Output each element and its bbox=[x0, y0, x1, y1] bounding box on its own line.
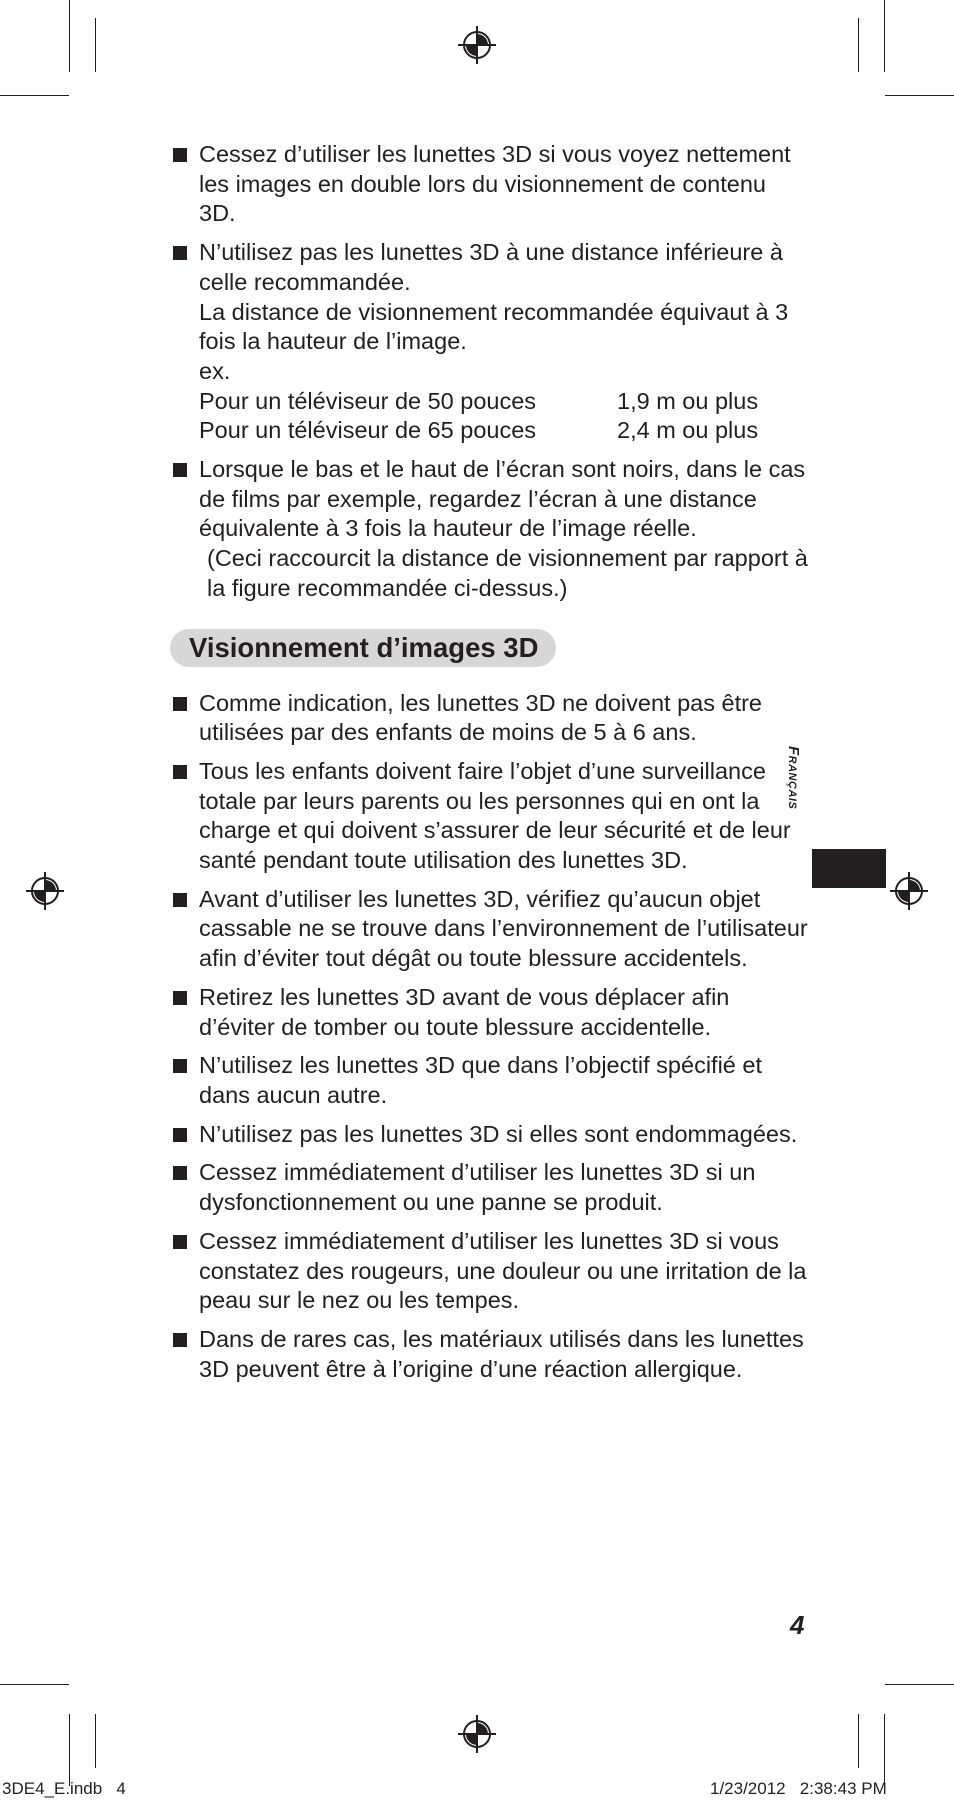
slug-filename: 3DE4_E.indb 4 bbox=[2, 1779, 126, 1798]
crop-mark bbox=[69, 1714, 70, 1786]
list-item-text: Lorsque le bas et le haut de l’écran sont noirs, dans le cas de films par exemple, regardez l’écran à une distance équivalente à 3 fois la hauteur de l’image réelle. bbox=[199, 456, 806, 542]
square-bullet-icon bbox=[173, 991, 187, 1005]
square-bullet-icon bbox=[173, 1128, 187, 1142]
crop-mark bbox=[885, 1684, 954, 1685]
list-item bbox=[168, 757, 808, 876]
square-bullet-icon bbox=[173, 148, 187, 162]
list-item-text: Avant d’utiliser les lunettes 3D, vérifiez qu’aucun objet cassable ne se trouve dans l’environnement de l’utilisateur afin d’éviter tout dégât ou toute blessure accidentels. bbox=[199, 885, 808, 972]
list-item bbox=[168, 140, 808, 229]
crop-mark bbox=[0, 1684, 69, 1685]
list-item-text: Dans de rares cas, les matériaux utilisés dans les lunettes 3D peuvent être à l’origine d’une réaction allergique. bbox=[199, 1325, 804, 1382]
section-heading: Visionnement d’images 3D bbox=[170, 629, 556, 667]
square-bullet-icon bbox=[173, 463, 187, 477]
list-item bbox=[168, 1158, 808, 1217]
list-item bbox=[168, 1120, 808, 1150]
list-item-text: Cessez immédiatement d’utiliser les lunettes 3D si vous constatez des rougeurs, une douleur ou une irritation de la peau sur le nez ou les tempes. bbox=[199, 1227, 807, 1314]
crop-mark bbox=[884, 1714, 885, 1786]
list-item bbox=[168, 455, 808, 604]
list-item bbox=[168, 1325, 808, 1384]
list-item-text: N’utilisez pas les lunettes 3D à une distance inférieure à celle recommandée. bbox=[199, 239, 783, 295]
main-content bbox=[168, 140, 808, 1393]
square-bullet-icon bbox=[173, 1166, 187, 1180]
crop-mark bbox=[885, 95, 954, 96]
crop-mark bbox=[858, 1714, 859, 1768]
distance-row bbox=[199, 387, 808, 417]
crop-mark bbox=[95, 1714, 96, 1768]
registration-mark-icon bbox=[889, 871, 929, 911]
list-item-text: Cessez d’utiliser les lunettes 3D si vous voyez nettement les images en double lors du visionnement de contenu 3D. bbox=[199, 141, 791, 227]
list-item bbox=[168, 983, 808, 1042]
registration-mark-icon bbox=[457, 25, 497, 65]
square-bullet-icon bbox=[173, 765, 187, 779]
list-item-text: N’utilisez les lunettes 3D que dans l’objectif spécifié et dans aucun autre. bbox=[199, 1052, 762, 1108]
tv-size: Pour un téléviseur de 50 pouces bbox=[199, 387, 537, 414]
list-item bbox=[168, 238, 808, 446]
square-bullet-icon bbox=[173, 697, 187, 711]
list-item bbox=[168, 689, 808, 748]
list-item-text: La distance de visionnement recommandée équivaut à 3 fois la hauteur de l’image. bbox=[199, 298, 789, 355]
square-bullet-icon bbox=[173, 246, 187, 260]
language-tab-marker bbox=[812, 849, 886, 888]
list-item-text: N’utilisez pas les lunettes 3D si elles sont endommagées. bbox=[199, 1120, 798, 1147]
registration-mark-icon bbox=[457, 1714, 497, 1754]
crop-mark bbox=[95, 18, 96, 72]
list-item-text: Tous les enfants doivent faire l’objet d’une surveillance totale par leurs parents ou les personnes qui en ont la charge et qui doivent s’assurer de leur sécurité et de leur santé pendant toute utilisation des lunettes 3D. bbox=[199, 757, 791, 874]
language-tab-label: Français bbox=[785, 746, 802, 810]
square-bullet-icon bbox=[173, 1235, 187, 1249]
min-distance: 1,9 m ou plus bbox=[617, 387, 759, 414]
precaution-list bbox=[168, 140, 808, 604]
distance-row bbox=[199, 416, 808, 446]
crop-mark bbox=[0, 95, 69, 96]
tv-size: Pour un téléviseur de 65 pouces bbox=[199, 417, 537, 444]
list-item-text: Cessez immédiatement d’utiliser les lunettes 3D si un dysfonctionnement ou une panne se produit. bbox=[199, 1159, 756, 1216]
page-number: 4 bbox=[790, 1610, 805, 1640]
crop-mark bbox=[69, 0, 70, 72]
list-item bbox=[168, 1051, 808, 1110]
min-distance: 2,4 m ou plus bbox=[617, 417, 759, 444]
square-bullet-icon bbox=[173, 1333, 187, 1347]
section-list bbox=[168, 689, 808, 1385]
list-item bbox=[168, 1227, 808, 1316]
crop-mark bbox=[858, 18, 859, 72]
list-item-text: ex. bbox=[199, 357, 231, 384]
list-item-text: Comme indication, les lunettes 3D ne doivent pas être utilisées par des enfants de moins de 5 à 6 ans. bbox=[199, 689, 763, 746]
square-bullet-icon bbox=[173, 1059, 187, 1073]
slug-timestamp: 1/23/2012 2:38:43 PM bbox=[710, 1779, 887, 1798]
list-item-text: Retirez les lunettes 3D avant de vous déplacer afin d’éviter de tomber ou toute blessure accidentelle. bbox=[199, 983, 730, 1040]
crop-mark bbox=[884, 0, 885, 72]
list-item-note: (Ceci raccourcit la distance de visionnement par rapport à la figure recommandée ci-dessus.) bbox=[207, 545, 808, 601]
registration-mark-icon bbox=[25, 871, 65, 911]
square-bullet-icon bbox=[173, 893, 187, 907]
list-item bbox=[168, 885, 808, 974]
